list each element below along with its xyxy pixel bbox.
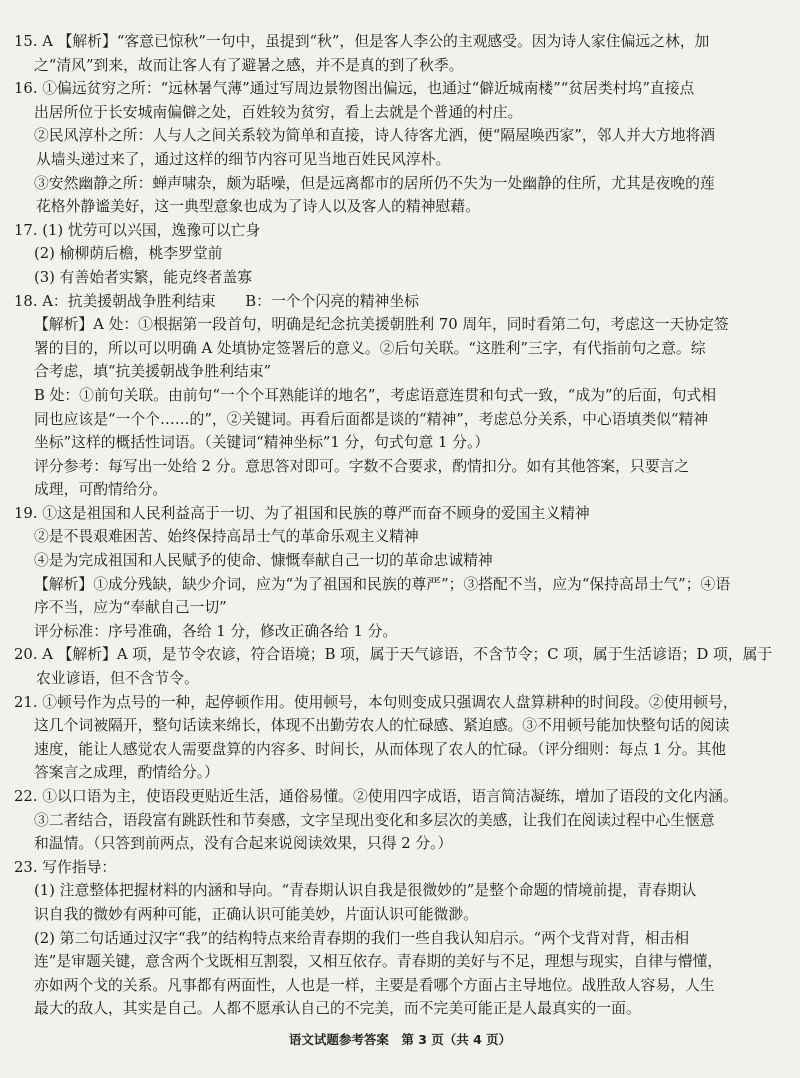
text-line: 和温情。（只答到前两点，没有合起来说阅读效果，只得 2 分。） [34, 835, 453, 853]
text-line: 【解析】A 处：①根据第一段首句，明确是纪念抗美援朝胜利 70 周年，同时看第二句，考虑这一天协定签 [34, 316, 729, 334]
text-line: ②是不畏艰难困苦、始终保持高昂士气的革命乐观主义精神 [34, 528, 419, 546]
text-line: 花格外静谧美好，这一典型意象也成为了诗人以及客人的精神慰藉。 [36, 198, 480, 216]
text-line: ③安然幽静之所：蝉声啸杂，颇为聒噪，但是远离都市的居所仍不失为一处幽静的住所，尤其是夜晚的莲 [34, 174, 715, 192]
text-line: 21. ①顿号作为点号的一种，起停顿作用。使用顿号，本句则变成只强调农人盘算耕种的时间段。②使用顿号， [14, 693, 738, 711]
text-line: 之“清风”到来，故而让客人有了避暑之感，并不是真的到了秋季。 [34, 56, 464, 74]
text-line: 答案言之成理，酌情给分。） [34, 764, 219, 782]
text-line: 坐标”这样的概括性词语。（关键词“精神坐标”1 分，句式句意 1 分。） [34, 434, 490, 452]
text-line: 【解析】①成分残缺，缺少介词，应为“为了祖国和民族的尊严”；③搭配不当，应为“保持高昂士气”；④语 [34, 575, 731, 593]
text-line: 16. ①偏远贫穷之所：“远林暑气薄”通过写周边景物图出偏远，也通过“僻近城南楼”“贫居类村坞”直接点 [14, 80, 695, 98]
text-line: (2) 榆柳荫后檐，桃李罗堂前 [34, 245, 223, 263]
text-line: 农业谚语，但不含节令。 [36, 670, 199, 688]
text-line: 评分参考：每写出一处给 2 分。意思答对即可。字数不合要求，酌情扣分。如有其他答案，只要言之 [34, 457, 690, 475]
text-line: ②民风淳朴之所：人与人之间关系较为简单和直接，诗人待客尤洒，便“隔屋唤西家”，邻人并大方地将酒 [34, 127, 715, 145]
text-line: 最大的敌人，其实是自己。人都不愿承认自己的不完美，而不完美可能正是人最真实的一面。 [34, 1000, 641, 1018]
text-line: 识自我的微妙有两种可能，正确认识可能美妙，片面认识可能微渺。 [34, 905, 478, 923]
text-line: 评分标准：序号准确，各给 1 分，修改正确各给 1 分。 [34, 622, 398, 640]
text-line: (3) 有善始者实繁，能克终者盖寡 [34, 268, 253, 286]
text-line: B 处：①前句关联。由前句“一个个耳熟能详的地名”，考虑语意连贯和句式一致，“成为”的后面，句式相 [34, 386, 717, 404]
text-line: 合考虑，填“抗美援朝战争胜利结束” [34, 363, 272, 381]
text-line: 成理，可酌情给分。 [34, 481, 168, 499]
text-line: 连”是审题关键，意含两个戈既相互割裂，又相互依存。青春期的美好与不足，理想与现实，自律与懵懂， [34, 953, 723, 971]
text-line: 序不当，应为“奉献自己一切” [34, 599, 227, 617]
text-line: ④是为完成祖国和人民赋予的使命、慷慨奉献自己一切的革命忠诚精神 [34, 552, 493, 570]
text-line: 这几个词被隔开，整句话读来绵长，体现不出勤劳农人的忙碌感、紧迫感。③不用顿号能加快整句话的阅读 [34, 717, 730, 735]
text-line: (2) 第二句话通过汉字“我”的结构特点来给青春期的我们一些自我认知启示。“两个戈背对背，相击相 [34, 929, 690, 947]
text-line: 同也应该是“一个个……的”，②关键词。再看后面都是谈的“精神”，考虑总分关系，中心语填类似“精神 [34, 410, 709, 428]
text-line: 17. (1) 忧劳可以兴国，逸豫可以亡身 [14, 221, 261, 239]
text-line: 15. A 【解析】“客意已惊秋”一句中，虽提到“秋”，但是客人李公的主观感受。因为诗人家住偏远之林，加 [14, 33, 710, 50]
text-line: ③二者结合，语段富有跳跃性和节奏感，文字呈现出变化和多层次的美感，让我们在阅读过程中心生惬意 [34, 811, 715, 829]
text-line: 18. A：抗美援朝战争胜利结束 B：一个个闪亮的精神坐标 [14, 292, 419, 310]
text-line: 速度，能让人感觉农人需要盘算的内容多、时间长，从而体现了农人的忙碌。（评分细则：每点 1 分。其他 [34, 740, 727, 758]
text-line: 23. 写作指导： [14, 858, 117, 876]
text-line: 亦如两个戈的关系。凡事都有两面性，人也是一样，主要是看哪个方面占主导地位。战胜敌人容易，人生 [34, 976, 715, 994]
text-line: 署的目的，所以可以明确 A 处填协定签署后的意义。②后句关联。“这胜利”三字，有代指前句之意。综 [34, 339, 706, 357]
text-line: (1) 注意整体把握材料的内涵和导向。“青春期认识自我是很微妙的”是整个命题的情境前提，青春期认 [34, 882, 697, 900]
text-line: 出居所位于长安城南偏僻之处，百姓较为贫穷，看上去就是个普通的村庄。 [34, 103, 523, 121]
text-line: 20. A 【解析】A 项，是节令农谚，符合语境；B 项，属于天气谚语，不含节令；C 项，属于生活谚语；D 项，属于 [14, 646, 773, 664]
page-footer: 语文试题参考答案 第 3 页（共 4 页） [288, 1032, 512, 1048]
text-line: 22. ①以口语为主，使语段更贴近生活，通俗易懂。②使用四字成语，语言简洁凝练，增加了语段的文化内涵。 [14, 788, 738, 805]
text-line: 19. ①这是祖国和人民利益高于一切、为了祖国和民族的尊严而奋不顾身的爱国主义精神 [14, 504, 590, 522]
text-line: 从墙头递过来了，通过这样的细节内容可见当地百姓民风淳朴。 [36, 150, 451, 168]
